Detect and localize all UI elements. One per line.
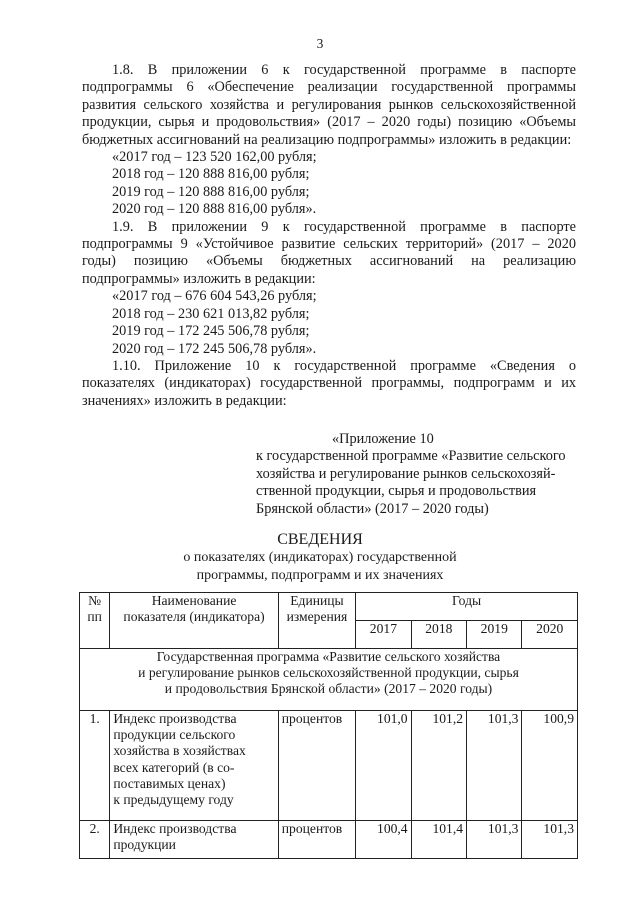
row-name-line: продукции: [113, 837, 176, 853]
header-year: 2019: [467, 621, 522, 649]
header-unit-line2: измерения: [286, 609, 348, 625]
appendix-note-line: ственной продукции, сырья и продовольствия: [256, 483, 537, 500]
row-num: 2.: [80, 821, 110, 859]
program-row: [80, 649, 578, 711]
row-value-2019: 101,3: [467, 711, 522, 821]
budget-line: 2019 год – 120 888 816,00 рубля;: [112, 183, 310, 200]
row-name-line: продукции сельского: [113, 727, 236, 743]
row-value-2020: 101,3: [522, 821, 578, 859]
header-name: [110, 593, 278, 649]
budget-line: 2020 год – 172 245 506,78 рубля».: [112, 340, 317, 357]
row-name-line: Индекс производства: [113, 711, 237, 726]
section-title: СВЕДЕНИЯ: [277, 531, 363, 548]
row-name: [110, 711, 278, 821]
header-num: [80, 593, 110, 649]
appendix-note-line: «Приложение 10: [332, 431, 434, 447]
appendix-note-line: Брянской области» (2017 – 2020 годы): [256, 500, 489, 517]
section-subtitle: [0, 549, 640, 584]
header-year: 2017: [356, 621, 411, 649]
program-title-line: Государственная программа «Развитие сельского хозяйства: [156, 649, 501, 664]
header-year: 2020: [522, 621, 578, 649]
budget-line: 2018 год – 230 621 013,82 рубля;: [112, 305, 310, 322]
paragraph-1-10: 1.10. Приложение 10 к государственной программе «Сведения о показателях (индикаторах) государственной программы, подпрограмм и их значениях» изложить в редакции:: [82, 357, 576, 409]
budget-lines-1-8: [82, 149, 576, 219]
budget-line: 2019 год – 172 245 506,78 рубля;: [112, 323, 310, 340]
paragraph-1-8: 1.8. В приложении 6 к государственной программе в паспорте подпрограммы 6 «Обеспечение реализации государственной программы развития сельского хозяйства и регулирования рынков сельскохозяйственной продукции, сырья и продовольствия» (2017 – 2020 годы) позицию «Объемы бюджетных ассигнований на реализацию подпрограммы» изложить в редакции:: [82, 62, 576, 148]
row-value-2020: 100,9: [522, 711, 578, 821]
budget-lines-1-9: [82, 288, 576, 358]
header-name-line2: показателя (индикатора): [123, 609, 265, 625]
page-number: 3: [316, 36, 324, 51]
budget-line: 2018 год – 120 888 816,00 рубля;: [112, 166, 310, 183]
budget-line: 2020 год – 120 888 816,00 рубля».: [112, 201, 317, 218]
appendix-note-line: хозяйства и регулирование рынков сельскохозяй-: [256, 465, 556, 482]
section-subtitle-line: программы, подпрограмм и их значениях: [196, 567, 444, 583]
table-row: [80, 711, 578, 821]
header-years: Годы: [356, 593, 578, 621]
row-name-line: к предыдущему году: [113, 792, 234, 808]
table-header-row: [80, 593, 578, 621]
body-text: [82, 62, 576, 410]
header-num-line1: №: [88, 593, 102, 608]
row-unit: процентов: [278, 821, 355, 859]
row-value-2018: 101,4: [411, 821, 466, 859]
table-row: [80, 821, 578, 859]
program-title-line: и продовольствия Брянской области» (2017 – 2020 годы): [164, 681, 493, 697]
paragraph-1-9: 1.9. В приложении 9 к государственной программе в паспорте подпрограммы 9 «Устойчивое развитие сельских территорий» (2017 – 2020 годы) позицию «Объемы бюджетных ассигнований на реализацию подпрограммы» изложить в редакции:: [82, 218, 576, 287]
header-unit: [278, 593, 355, 649]
indicators-table: [79, 592, 578, 859]
header-name-line1: Наименование: [151, 593, 237, 608]
row-value-2017: 101,0: [356, 711, 411, 821]
row-value-2019: 101,3: [467, 821, 522, 859]
header-unit-line1: Единицы: [290, 593, 344, 608]
row-value-2018: 101,2: [411, 711, 466, 821]
row-num: 1.: [80, 711, 110, 821]
row-name: [110, 821, 278, 859]
header-num-line2: пп: [87, 609, 102, 625]
budget-line: «2017 год – 123 520 162,00 рубля;: [112, 149, 317, 166]
program-title-line: и регулирование рынков сельскохозяйственной продукции, сырья: [138, 665, 519, 681]
row-name-line: Индекс производства: [113, 821, 237, 836]
appendix-note: [256, 431, 576, 518]
row-name-line: хозяйства в хозяйствах: [113, 743, 246, 759]
row-unit: процентов: [278, 711, 355, 821]
program-title-cell: [80, 649, 578, 711]
section-subtitle-line: о показателях (индикаторах) государственной: [183, 550, 457, 565]
row-name-line: поставимых ценах): [113, 775, 226, 791]
budget-line: «2017 год – 676 604 543,26 рубля;: [112, 288, 317, 305]
header-year: 2018: [411, 621, 466, 649]
row-name-line: всех категорий (в со-: [113, 759, 235, 775]
appendix-note-line: к государственной программе «Развитие сельского: [256, 448, 566, 465]
row-value-2017: 100,4: [356, 821, 411, 859]
